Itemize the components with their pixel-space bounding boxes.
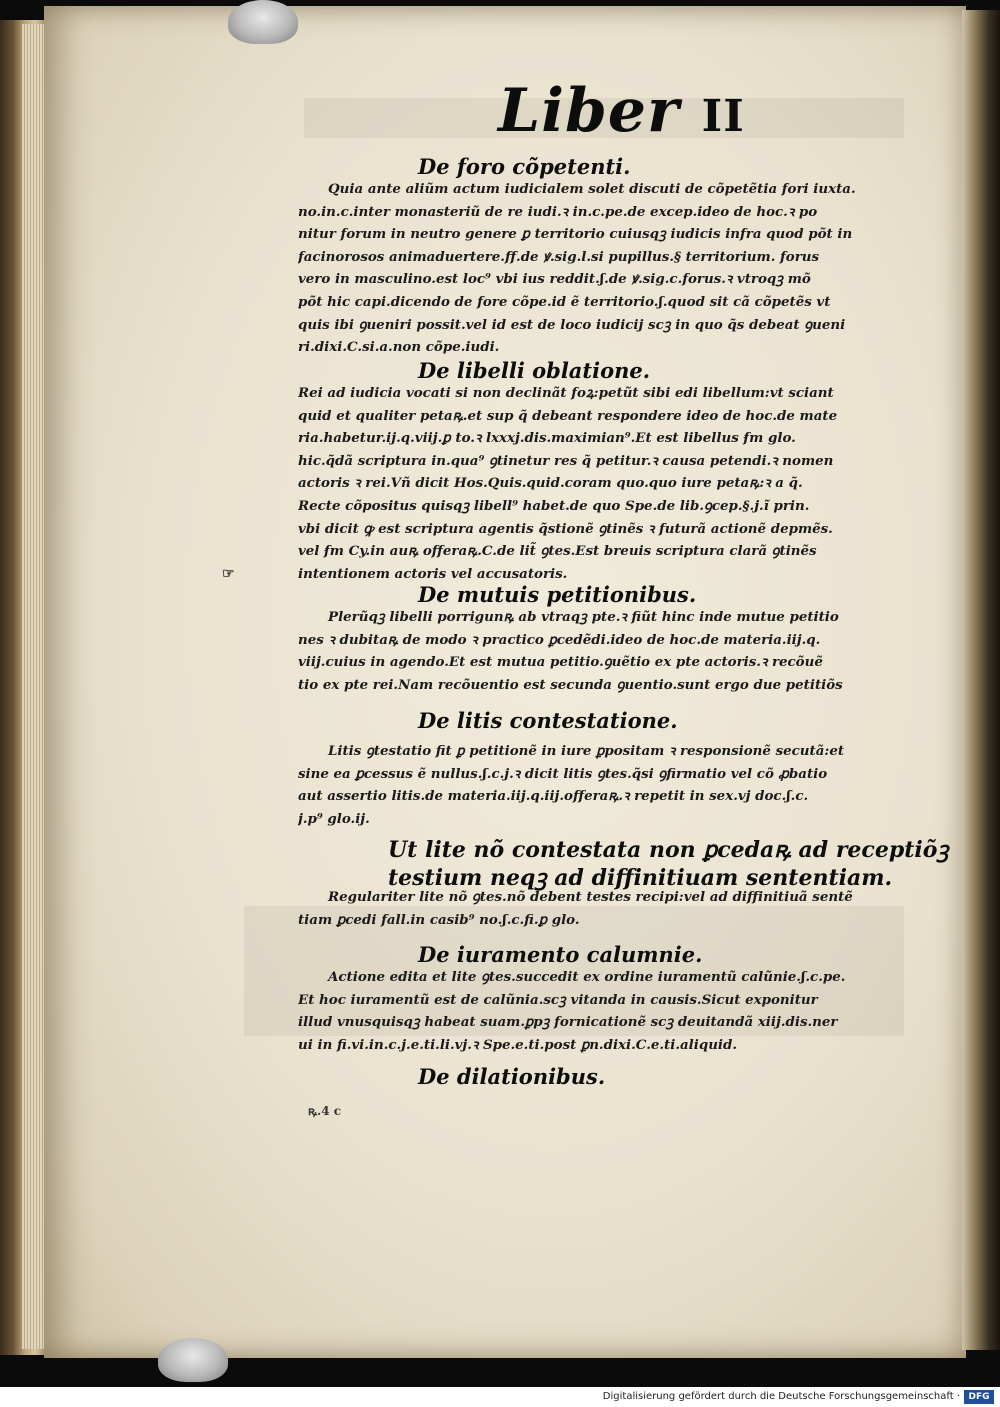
text-line: facinorosos animaduertere.ff.de ꝟ.sig.l.si pupillus.§ territorium. forus	[298, 248, 820, 265]
text-line: Plerũqꝫ libelli porrigunꝶ ab vtraqꝫ pte.ꝛ fiũt hinc inde mutue petitio	[328, 609, 839, 625]
text-line: Quia ante aliũm actum iudicialem solet discuti de cõpetẽtia fori iuxta.	[328, 181, 856, 197]
section-paragraph	[298, 382, 918, 585]
section-rubric: Ut lite nõ contestata non ꝑcedaꝶ ad receptiõꝫ	[388, 837, 949, 863]
text-line: nitur forum in neutro genere ꝑ territorio cuiusqꝫ iudicis infra quod põt in	[298, 226, 853, 243]
text-line: ri.dixi.C.si.a.non cõpe.iudi.	[298, 339, 500, 356]
text-line: Et hoc iuramentũ est de calũnia.scꝫ vitanda in causis.Sicut exponitur	[298, 991, 818, 1008]
text-line: tio ex pte rei.Nam recõuentio est secunda ꝯuentio.sunt ergo due petitiõs	[298, 676, 843, 693]
section-paragraph	[298, 606, 918, 696]
text-line: vero in masculino.est loc⁹ vbi ius reddit.ʃ.de ꝟ.sig.c.forus.ꝛ vtroqꝫ mõ	[298, 271, 811, 288]
text-line: intentionem actoris vel accusatoris.	[298, 565, 568, 582]
section-rubric: De dilationibus.	[418, 1064, 606, 1089]
section-paragraph	[298, 886, 918, 931]
text-line: vel ẜm Cy.in auꝶ offeraꝶ.C.de lit̃ ꝯtes.Est breuis scriptura clarã ꝯtinẽs	[298, 543, 817, 560]
text-line: hic.q̃dã scriptura in.qua⁹ ꝯtinetur res q̃ petitur.ꝛ causa petendi.ꝛ nomen	[298, 452, 834, 469]
text-line: sine ea ꝑcessus ẽ nullus.ʃ.c.j.ꝛ dicit litis ꝯtes.q̃si ꝯfirmatio vel cõ ꝓbatio	[298, 765, 828, 782]
text-line: illud vnusquisqꝫ habeat suam.ꝑpꝫ fornicationẽ scꝫ deuitandã xiij.dis.ner	[298, 1014, 838, 1031]
right-page-edge	[962, 10, 1000, 1350]
text-line: actoris ꝛ rei.Vñ dicit Hos.Quis.quid.coram quo.quo iure petaꝶ:ꝛ a q̃.	[298, 475, 803, 492]
section-rubric: De iuramento calumnie.	[418, 942, 703, 967]
text-line: ria.habetur.ij.q.viij.ꝑ to.ꝛ lxxxj.dis.maximian⁹.Et est libellus ẜm glo.	[298, 430, 796, 447]
section-paragraph	[298, 178, 918, 359]
section-rubric: De litis contestatione.	[418, 708, 678, 733]
text-line: quis ibi ꝯueniri possit.vel id est de loco iudicij scꝫ in quo q̃s debeat ꝯueni	[298, 316, 846, 333]
book-page	[44, 6, 966, 1358]
manicule-mark: ☞	[222, 566, 235, 582]
book-clip-bottom	[158, 1338, 228, 1382]
dfg-logo: DFG	[964, 1390, 994, 1404]
section-rubric-line2: testium neqꝫ ad diffinitiuam sententiam.	[388, 865, 893, 891]
text-line: ui in fi.vi.in.c.j.e.ti.li.vj.ꝛ Spe.e.ti.post ꝑn.dixi.C.e.ti.aliquid.	[298, 1036, 738, 1053]
text-line: vbi dicit ꝙ est scriptura agentis q̃stionẽ ꝯtinẽs ꝛ futurã actionẽ depmẽs.	[298, 520, 833, 537]
text-line: Rei ad iudicia vocati si non declinãt foꝝ:petũt sibi edi libellum:vt sciant	[298, 385, 834, 401]
section-paragraph	[298, 740, 918, 830]
section-rubric: De foro cõpetenti.	[418, 154, 631, 179]
text-line: aut assertio litis.de materia.iij.q.iij.offeraꝶ.ꝛ repetit in sex.vj doc.ʃ.c.	[298, 788, 809, 805]
text-line: Recte cõpositus quisqꝫ libell⁹ habet.de quo Spe.de lib.ꝯcep.§.j.ĩ prin.	[298, 497, 810, 514]
text-line: no.in.c.inter monasteriũ de re iudi.ꝛ in.c.pe.de excep.ideo de hoc.ꝛ po	[298, 203, 818, 220]
section-rubric: De libelli oblatione.	[418, 358, 651, 383]
book-clip-top	[228, 0, 298, 44]
text-line: Actione edita et lite ꝯtes.succedit ex ordine iuramentũ calũnie.ʃ.c.pe.	[328, 969, 846, 985]
text-line: Regulariter lite nõ ꝯtes.nõ debent testes recipi:vel ad diffinitiuã sentẽ	[328, 889, 853, 905]
text-line: nes ꝛ dubitaꝶ de modo ꝛ practico ꝑcedẽdi.ideo de hoc.de materia.iij.q.	[298, 631, 821, 648]
text-line: tiam ꝑcedi fall.in casib⁹ no.ʃ.c.fi.ꝑ glo.	[298, 911, 580, 928]
text-line: quid et qualiter petaꝶ.et sup q̃ debeant respondere ideo de hoc.de mate	[298, 407, 838, 424]
heading-number: II	[701, 91, 745, 142]
heading-liber: Liber	[498, 76, 680, 146]
page-heading	[498, 76, 745, 146]
bottom-note: ꝶ.4 c	[308, 1104, 342, 1118]
text-line: Litis ꝯtestatio fit ꝑ petitionẽ in iure ꝑpositam ꝛ responsionẽ secutã:et	[328, 743, 845, 759]
section-rubric: De mutuis petitionibus.	[418, 582, 697, 607]
section-paragraph	[298, 966, 918, 1056]
text-line: j.p⁹ glo.ij.	[298, 810, 370, 827]
footer-credit: Digitalisierung gefördert durch die Deutsche Forschungsgemeinschaft ·	[602, 1391, 960, 1402]
footer-bar	[0, 1387, 1000, 1407]
text-line: põt hic capi.dicendo de fore cõpe.id ẽ territorio.ʃ.quod sit cã cõpetẽs vt	[298, 293, 831, 310]
text-line: viij.cuius in agendo.Et est mutua petitio.ꝯuẽtio ex pte actoris.ꝛ recõuẽ	[298, 654, 823, 671]
